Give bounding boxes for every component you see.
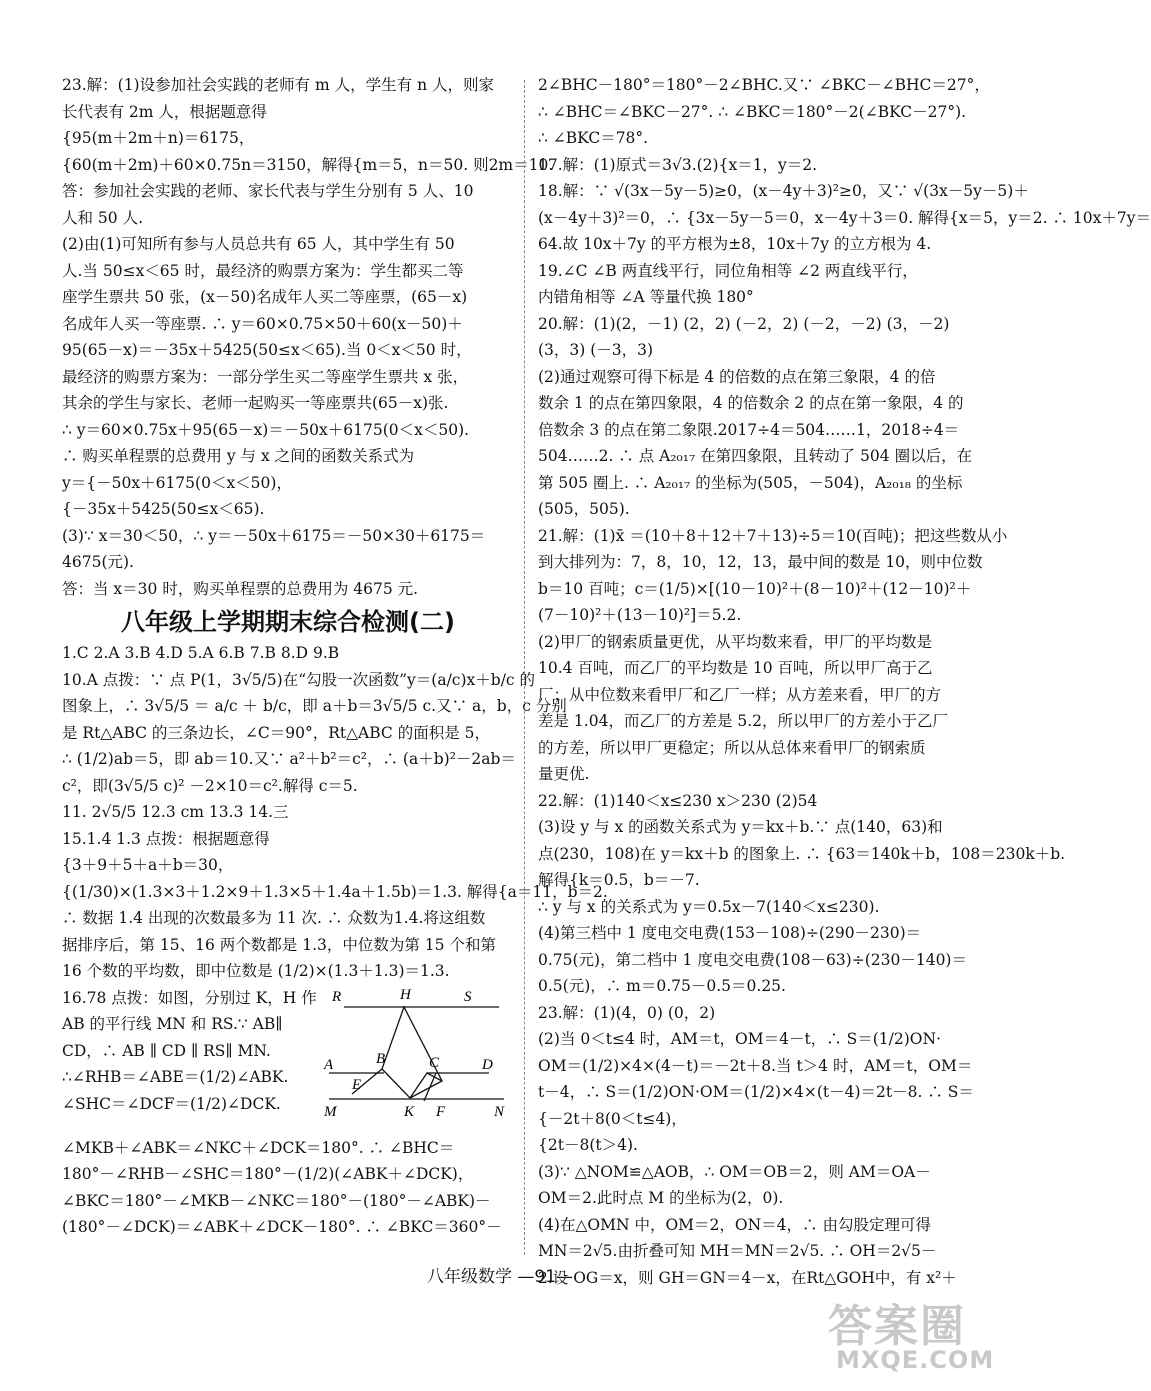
solution-23-block xyxy=(62,72,554,602)
text-line: 到大排列为：7，8，10，12，13，最中间的数是 10，则中位数 xyxy=(538,553,983,571)
text-line: ∴ y 与 x 的关系式为 y＝0.5x－7(140＜x≤230). xyxy=(538,897,880,916)
label-E: E xyxy=(352,1076,362,1093)
text-line: (2)通过观察可得下标是 4 的倍数的点在第三象限，4 的倍 xyxy=(538,367,936,386)
text-line: 23.解：(1)设参加社会实践的老师有 m 人，学生有 n 人，则家 xyxy=(62,76,494,94)
text-line: {－35x＋5425(50≤x＜65). xyxy=(62,500,265,518)
text-line: {60(m＋2m)＋60×0.75n＝3150，解得{m＝5，n＝50. 则2m＝10. xyxy=(62,155,554,174)
label-C: C xyxy=(429,1054,440,1071)
text-line: 15.1.4 1.3 点拨：根据题意得 xyxy=(62,829,270,848)
label-K: K xyxy=(404,1103,415,1120)
solution-16-continued xyxy=(62,1135,514,1241)
label-M: M xyxy=(324,1103,337,1120)
text-line: 人和 50 人. xyxy=(62,208,144,227)
column-divider xyxy=(524,80,526,1255)
text-line: ∴ (1/2)ab＝5，即 ab＝10.又∵ a²＋b²＝c²，∴ (a＋b)²－2ab＝ xyxy=(62,750,516,768)
text-line: 据排序后，第 15、16 两个数都是 1.3，中位数为第 15 个和第 xyxy=(62,935,496,954)
text-line: 第 505 圈上. ∴ A₂₀₁₇ 的坐标为(505，－504)，A₂₀₁₈ 的坐标 xyxy=(538,473,963,492)
problem-16-with-figure xyxy=(62,985,514,1135)
text-line: t－4，∴ S＝(1/2)ON·OM＝(1/2)×4×(t－4)＝2t－8. ∴ S＝ xyxy=(538,1083,974,1101)
label-D: D xyxy=(482,1056,493,1073)
text-line: (2)甲厂的钢索质量更优，从平均数来看，甲厂的平均数是 xyxy=(538,632,932,651)
text-line: 0.5(元)，∴ m＝0.75－0.5＝0.25. xyxy=(538,977,786,995)
text-line: 长代表有 2m 人，根据题意得 xyxy=(62,102,267,121)
text-line: ∴∠RHB＝∠ABE＝(1/2)∠ABK. xyxy=(62,1068,289,1086)
text-line: c²，即(3√5/5 c)² －2×10＝c².解得 c＝5. xyxy=(62,776,358,795)
text-line: {95(m＋2m＋n)＝6175， xyxy=(62,129,255,147)
text-line: 504……2. ∴ 点 A₂₀₁₇ 在第四象限，且转动了 504 圈以后，在 xyxy=(538,447,973,465)
text-line: (2)由(1)可知所有参与人员总共有 65 人，其中学生有 50 xyxy=(62,235,455,253)
text-line: 0.75(元)，第二档中 1 度电交电费(108－63)÷(230－140)＝ xyxy=(538,950,967,969)
label-R: R xyxy=(332,988,342,1005)
label-H: H xyxy=(400,986,411,1003)
text-line: 180°－∠RHB－∠SHC＝180°－(1/2)(∠ABK＋∠DCK)， xyxy=(62,1165,474,1183)
text-line: (3)∵ △NOM≌△AOB，∴ OM＝OB＝2，则 AM＝OA－ xyxy=(538,1162,931,1181)
text-line: ∴ ∠BHC＝∠BKC－27°. ∴ ∠BKC＝180°－2(∠BKC－27°). xyxy=(538,102,967,121)
text-line: 18.解：∵ √(3x－5y－5)≥0，(x－4y＋3)²≥0，又∵ √(3x－5y－5)＋ xyxy=(538,182,1029,200)
text-line: 的方差，所以甲厂更稳定；所以从总体来看甲厂的钢索质 xyxy=(538,738,926,757)
text-line: (2)当 0＜t≤4 时，AM＝t，OM＝4－t，∴ S＝(1/2)ON· xyxy=(538,1030,941,1048)
text-line: 17.解：(1)原式＝3√3.(2){x＝1，y＝2. xyxy=(538,155,818,174)
text-line: ∴ y＝60×0.75x＋95(65－x)＝－50x＋6175(0＜x＜50). xyxy=(62,420,470,439)
text-line: (7－10)²＋(13－10)²]＝5.2. xyxy=(538,606,742,624)
label-S: S xyxy=(464,988,472,1005)
section-title: 八年级上学期期末综合检测(二) xyxy=(121,608,455,636)
label-N: N xyxy=(494,1103,505,1120)
text-line: 解得{k＝0.5，b＝－7. xyxy=(538,871,700,889)
text-line: 95(65－x)＝－35x＋5425(50≤x＜65).当 0＜x＜50 时， xyxy=(62,341,472,359)
text-line: 2∠BHC－180°＝180°－2∠BHC.又∵ ∠BKC－∠BHC＝27°， xyxy=(538,76,990,94)
text-line: 答：参加社会实践的老师、家长代表与学生分别有 5 人、10 xyxy=(62,182,474,200)
text-line: 名成年人买一等座票. ∴ y＝60×0.75×50＋60(x－50)＋ xyxy=(62,314,463,333)
text-line: ∠BKC＝180°－∠MKB－∠NKC＝180°－(180°－∠ABK)－ xyxy=(62,1191,491,1210)
text-line: 16.78 点拨：如图，分别过 K，H 作 xyxy=(62,988,317,1007)
text-line: {3＋9＋5＋a＋b＝30， xyxy=(62,856,234,874)
text-line: ∴ 数据 1.4 出现的次数最多为 11 次. ∴ 众数为1.4.将这组数 xyxy=(62,909,486,927)
text-line: 图象上，∴ 3√5/5 ＝ a/c ＋ b/c，即 a＋b＝3√5/5 c.又∵ a，b，c 分别 xyxy=(62,697,567,715)
label-F: F xyxy=(436,1103,446,1120)
label-A: A xyxy=(324,1056,334,1073)
text-line: 23.解：(1)(4，0) (0，2) xyxy=(538,1003,716,1022)
text-line: 10.4 百吨，而乙厂的平均数是 10 百吨，所以甲厂高于乙 xyxy=(538,659,933,677)
watermark-domain: MXQE.COM xyxy=(836,1346,995,1374)
text-line: CD，∴ AB ∥ CD ∥ RS∥ MN. xyxy=(62,1041,271,1060)
text-line: 厂；从中位数来看甲厂和乙厂一样；从方差来看，甲厂的方 xyxy=(538,685,942,704)
text-line: 19.∠C ∠B 两直线平行，同位角相等 ∠2 两直线平行， xyxy=(538,261,918,280)
watermark-logo xyxy=(828,1290,993,1385)
text-line: MN＝2√5.由折叠可知 MH＝MN＝2√5. ∴ OH＝2√5－ xyxy=(538,1242,937,1260)
solutions-17-23-block xyxy=(538,72,1151,1291)
text-line: 数余 1 的点在第四象限，4 的倍数余 2 的点在第一象限，4 的 xyxy=(538,394,964,412)
parallel-lines-figure xyxy=(324,981,514,1131)
text-line: ∴ ∠BKC＝78°. xyxy=(538,129,649,147)
text-line: {(1/30)×(1.3×3＋1.2×9＋1.3×5＋1.4a＋1.5b)＝1.3. 解得{a＝11，b＝2. xyxy=(62,882,608,901)
text-line: 最经济的购票方案为：一部分学生买二等座学生票共 x 张， xyxy=(62,367,469,386)
text-line: ∠MKB＋∠ABK＝∠NKC＋∠DCK＝180°. ∴ ∠BHC＝ xyxy=(62,1138,455,1157)
text-line: 20.解：(1)(2，－1) (2，2) (－2，2) (－2，－2) (3，－2) xyxy=(538,314,950,333)
text-line: 21.解：(1)x̄ ＝(10＋8＋12＋7＋13)÷5＝10(百吨)；把这些数从小 xyxy=(538,526,1008,545)
page-footer: 八年级数学 —91— xyxy=(426,1267,574,1287)
text-line: 座学生票共 50 张，(x－50)名成年人买二等座票，(65－x) xyxy=(62,288,468,306)
text-line: OM＝(1/2)×4×(4－t)＝－2t＋8.当 t＞4 时，AM＝t，OM＝ xyxy=(538,1056,973,1075)
text-line: (4)在△OMN 中，OM＝2，ON＝4，∴ 由勾股定理可得 xyxy=(538,1215,931,1234)
text-line: (3)∵ x＝30＜50，∴ y＝－50x＋6175＝－50×30＋6175＝ xyxy=(62,526,486,545)
text-line: {－2t＋8(0＜t≤4)， xyxy=(538,1109,687,1128)
text-line: 2.设 OG＝x，则 GH＝GN＝4－x，在Rt△GOH中，有 x²＋ xyxy=(538,1268,957,1287)
text-line: 16 个数的平均数，即中位数是 (1/2)×(1.3＋1.3)＝1.3. xyxy=(62,962,450,980)
solution-16-text xyxy=(62,985,322,1118)
text-line: b＝10 百吨；c＝(1/5)×[(10－10)²＋(8－10)²＋(12－10)²＋ xyxy=(538,579,972,598)
text-line: OM＝2.此时点 M 的坐标为(2，0). xyxy=(538,1189,784,1207)
text-line: 64.故 10x＋7y 的平方根为±8，10x＋7y 的立方根为 4. xyxy=(538,235,932,253)
text-line: 1.C 2.A 3.B 4.D 5.A 6.B 7.B 8.D 9.B xyxy=(62,644,340,662)
text-line: AB 的平行线 MN 和 RS.∵ AB∥ xyxy=(62,1015,283,1033)
text-line: 量更优. xyxy=(538,765,590,783)
text-line: (3)设 y 与 x 的函数关系式为 y＝kx＋b.∵ 点(140，63)和 xyxy=(538,818,943,836)
text-line: ∴ 购买单程票的总费用 y 与 x 之间的函数关系式为 xyxy=(62,447,415,465)
text-line: 人.当 50≤x＜65 时，最经济的购票方案为：学生都买二等 xyxy=(62,261,464,280)
text-line: ∠SHC＝∠DCF＝(1/2)∠DCK. xyxy=(62,1094,281,1113)
text-line: 差是 1.04，而乙厂的方差是 5.2，所以甲厂的方差小于乙厂 xyxy=(538,712,949,730)
right-column xyxy=(538,72,1151,1291)
text-line: 4675(元). xyxy=(62,553,134,571)
text-line: (180°－∠DCK)＝∠ABK＋∠DCK－180°. ∴ ∠BKC＝360°－ xyxy=(62,1218,502,1236)
text-line: 是 Rt△ABC 的三条边长，∠C＝90°，Rt△ABC 的面积是 5， xyxy=(62,723,490,742)
text-line: 内错角相等 ∠A 等量代换 180° xyxy=(538,288,754,306)
text-line: 点(230，108)在 y＝kx＋b 的图象上. ∴ {63＝140k＋b，108＝230k＋b. xyxy=(538,844,1066,863)
text-line: (3，3) (－3，3) xyxy=(538,341,654,359)
text-line: 倍数余 3 的点在第二象限.2017÷4＝504……1，2018÷4＝ xyxy=(538,420,960,439)
text-line: y＝{－50x＋6175(0＜x＜50)， xyxy=(62,473,292,492)
watermark-symbol: 答案圈 xyxy=(828,1301,966,1352)
text-line: (505，505). xyxy=(538,500,630,518)
text-line: (4)第三档中 1 度电交电费(153－108)÷(290－230)＝ xyxy=(538,924,922,942)
text-line: 10.A 点拨：∵ 点 P(1，3√5/5)在“勾股一次函数”y＝(a/c)x＋b/c 的 xyxy=(62,670,536,689)
text-line: (x－4y＋3)²＝0，∴ {3x－5y－5＝0，x－4y＋3＝0. 解得{x＝5，y＝2. ∴ 10x＋7y＝ xyxy=(538,208,1151,227)
text-line: 22.解：(1)140＜x≤230 x＞230 (2)54 xyxy=(538,791,818,810)
text-line: 答：当 x＝30 时，购买单程票的总费用为 4675 元. xyxy=(62,579,419,598)
text-line: 11. 2√5/5 12.3 cm 13.3 14.三 xyxy=(62,803,289,821)
text-line: {2t－8(t＞4). xyxy=(538,1136,638,1154)
text-line: 其余的学生与家长、老师一起购买一等座票共(65－x)张. xyxy=(62,394,449,412)
label-B: B xyxy=(376,1050,386,1067)
